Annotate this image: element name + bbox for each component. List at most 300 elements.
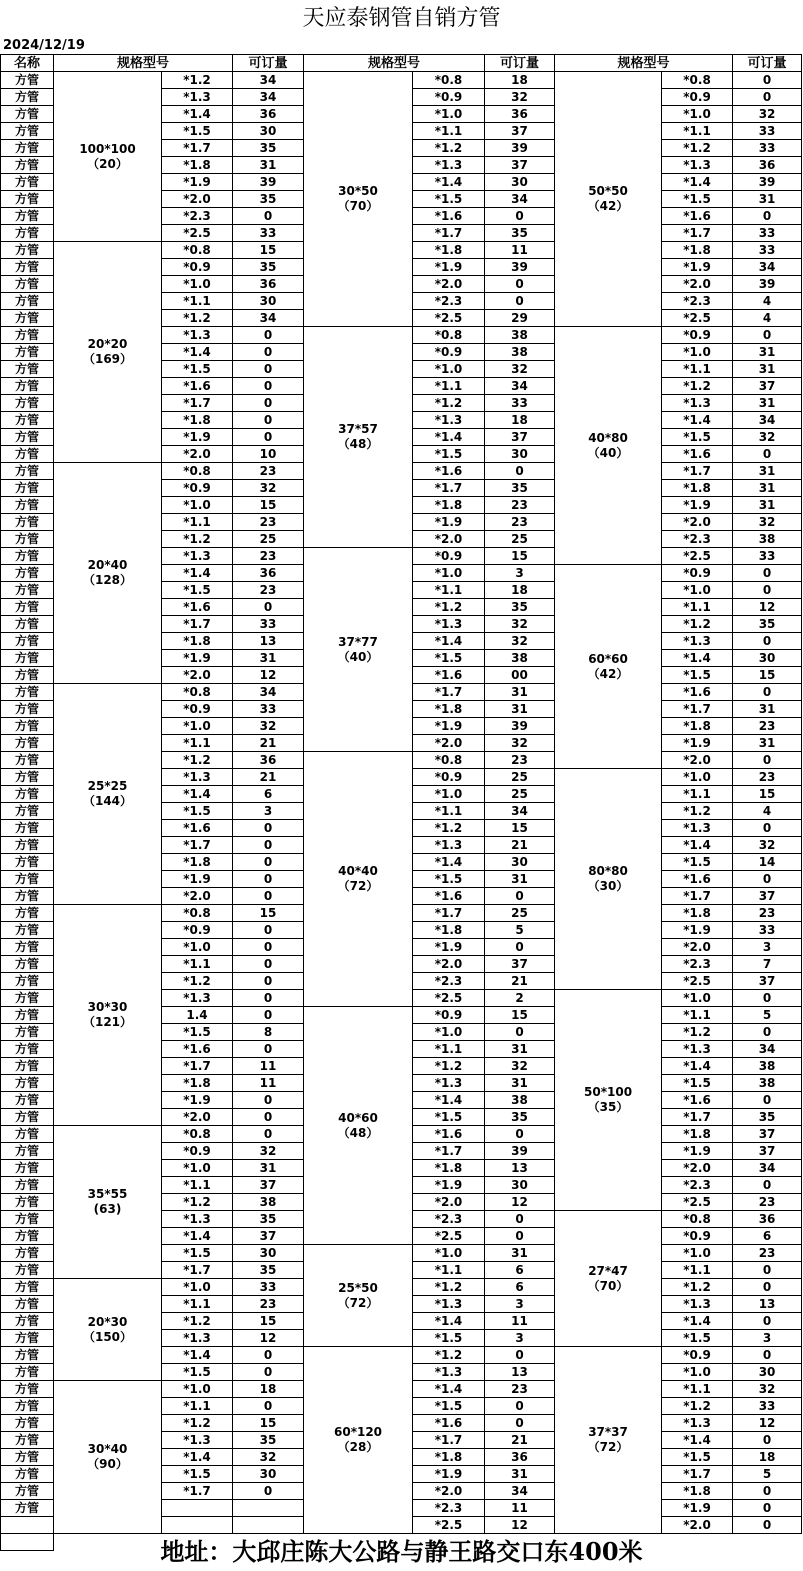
- row-name: 方管: [1, 259, 54, 276]
- thickness-cell: *1.8: [162, 854, 233, 871]
- spec-size-cell: [54, 1126, 162, 1279]
- row-name: 方管: [1, 327, 54, 344]
- thickness-cell: *1.4: [162, 786, 233, 803]
- quantity-cell: 38: [733, 531, 802, 548]
- quantity-cell: 38: [485, 650, 555, 667]
- row-name: 方管: [1, 1041, 54, 1058]
- quantity-cell: 31: [233, 650, 304, 667]
- thickness-cell: *1.3: [162, 548, 233, 565]
- quantity-cell: 8: [233, 1024, 304, 1041]
- thickness-cell: *2.0: [662, 939, 733, 956]
- spec-size-cell: [555, 327, 662, 565]
- quantity-cell: 6: [233, 786, 304, 803]
- spec-size-cell: [304, 548, 413, 752]
- quantity-cell: 35: [233, 1432, 304, 1449]
- thickness-cell: *1.7: [413, 225, 485, 242]
- quantity-cell: 0: [233, 854, 304, 871]
- quantity-cell: 31: [733, 480, 802, 497]
- quantity-cell: 3: [233, 803, 304, 820]
- quantity-cell: 13: [485, 1364, 555, 1381]
- quantity-cell: 6: [485, 1262, 555, 1279]
- thickness-cell: *1.7: [662, 888, 733, 905]
- spec-total: （90）: [87, 1457, 128, 1471]
- address-footer: 地址：大邱庄陈大公路与静王路交口东400米: [160, 1537, 643, 1566]
- quantity-cell: 12: [733, 599, 802, 616]
- row-name: 方管: [1, 565, 54, 582]
- spec-size-cell: [304, 752, 413, 1007]
- quantity-cell: 23: [233, 582, 304, 599]
- header-row: [1, 55, 802, 72]
- quantity-cell: 4: [733, 293, 802, 310]
- quantity-cell: [233, 1500, 304, 1517]
- quantity-cell: 0: [233, 1126, 304, 1143]
- quantity-cell: 33: [733, 123, 802, 140]
- row-name: 方管: [1, 1449, 54, 1466]
- quantity-cell: 35: [733, 616, 802, 633]
- thickness-cell: *1.6: [413, 1415, 485, 1432]
- quantity-cell: 2: [485, 990, 555, 1007]
- row-name: 方管: [1, 667, 54, 684]
- thickness-cell: *1.0: [413, 361, 485, 378]
- quantity-cell: 0: [233, 973, 304, 990]
- quantity-cell: 31: [233, 157, 304, 174]
- row-name: 方管: [1, 497, 54, 514]
- quantity-cell: 0: [233, 922, 304, 939]
- row-name: 方管: [1, 1381, 54, 1398]
- quantity-cell: [233, 1517, 304, 1534]
- thickness-cell: *1.2: [662, 803, 733, 820]
- thickness-cell: *1.4: [413, 174, 485, 191]
- spec-size: 50*100: [584, 1085, 633, 1099]
- thickness-cell: *1.1: [162, 293, 233, 310]
- thickness-cell: *1.5: [662, 191, 733, 208]
- quantity-cell: 37: [733, 888, 802, 905]
- quantity-cell: 0: [233, 837, 304, 854]
- thickness-cell: *1.3: [413, 412, 485, 429]
- quantity-cell: 33: [233, 616, 304, 633]
- thickness-cell: *1.3: [662, 633, 733, 650]
- quantity-cell: 0: [233, 361, 304, 378]
- quantity-cell: 32: [733, 514, 802, 531]
- page-title: 天应泰钢管自销方管: [302, 6, 501, 31]
- thickness-cell: *1.1: [413, 378, 485, 395]
- row-name: 方管: [1, 1143, 54, 1160]
- header-spec: 规格型号: [304, 55, 485, 72]
- thickness-cell: *1.5: [162, 361, 233, 378]
- quantity-cell: 32: [485, 616, 555, 633]
- quantity-cell: 0: [733, 446, 802, 463]
- thickness-cell: *0.9: [413, 769, 485, 786]
- thickness-cell: *1.7: [413, 480, 485, 497]
- header-name: 名称: [1, 55, 54, 72]
- thickness-cell: *1.3: [662, 820, 733, 837]
- quantity-cell: 38: [733, 1058, 802, 1075]
- quantity-cell: 0: [233, 871, 304, 888]
- thickness-cell: *1.4: [413, 633, 485, 650]
- quantity-cell: 30: [233, 293, 304, 310]
- spec-size-cell: [54, 1279, 162, 1381]
- quantity-cell: 38: [485, 1092, 555, 1109]
- quantity-cell: 23: [733, 718, 802, 735]
- thickness-cell: *1.1: [162, 514, 233, 531]
- row-name: 方管: [1, 1432, 54, 1449]
- spec-total: （48）: [337, 437, 379, 451]
- quantity-cell: 38: [485, 344, 555, 361]
- thickness-cell: *1.7: [162, 1262, 233, 1279]
- thickness-cell: *1.4: [162, 1228, 233, 1245]
- thickness-cell: *1.6: [662, 871, 733, 888]
- quantity-cell: 5: [733, 1007, 802, 1024]
- quantity-cell: 34: [733, 259, 802, 276]
- quantity-cell: 31: [733, 735, 802, 752]
- quantity-cell: 0: [733, 871, 802, 888]
- quantity-cell: 0: [733, 1500, 802, 1517]
- row-name: 方管: [1, 1177, 54, 1194]
- row-name: 方管: [1, 463, 54, 480]
- thickness-cell: *1.3: [662, 395, 733, 412]
- quantity-cell: 35: [233, 140, 304, 157]
- thickness-cell: 1.4: [162, 1007, 233, 1024]
- thickness-cell: *1.6: [413, 888, 485, 905]
- thickness-cell: *1.9: [413, 1177, 485, 1194]
- quantity-cell: 0: [733, 1177, 802, 1194]
- thickness-cell: *1.8: [662, 1126, 733, 1143]
- quantity-cell: 32: [233, 480, 304, 497]
- spec-total: （40）: [587, 445, 629, 460]
- thickness-cell: *1.2: [162, 72, 233, 89]
- quantity-cell: 0: [733, 1483, 802, 1500]
- spec-size: 40*80: [588, 430, 628, 445]
- thickness-cell: *1.8: [413, 701, 485, 718]
- thickness-cell: *2.5: [413, 990, 485, 1007]
- thickness-cell: *1.0: [162, 1160, 233, 1177]
- quantity-cell: 12: [733, 1415, 802, 1432]
- quantity-cell: 0: [733, 1432, 802, 1449]
- quantity-cell: 15: [233, 497, 304, 514]
- spec-size: 60*120: [334, 1425, 383, 1439]
- thickness-cell: *1.0: [162, 276, 233, 293]
- thickness-cell: *2.0: [413, 531, 485, 548]
- row-name: 方管: [1, 531, 54, 548]
- thickness-cell: *1.7: [162, 616, 233, 633]
- quantity-cell: 11: [233, 1075, 304, 1092]
- thickness-cell: *1.6: [162, 599, 233, 616]
- thickness-cell: *1.2: [662, 378, 733, 395]
- quantity-cell: 31: [733, 463, 802, 480]
- thickness-cell: *1.8: [413, 497, 485, 514]
- thickness-cell: *1.7: [413, 684, 485, 701]
- quantity-cell: 31: [485, 684, 555, 701]
- quantity-cell: 0: [233, 1007, 304, 1024]
- quantity-cell: 15: [233, 1415, 304, 1432]
- quantity-cell: 23: [733, 1245, 802, 1262]
- thickness-cell: *0.9: [413, 1007, 485, 1024]
- row-name: 方管: [1, 1058, 54, 1075]
- quantity-cell: 0: [233, 327, 304, 344]
- row-name: 方管: [1, 1483, 54, 1500]
- thickness-cell: *1.3: [162, 327, 233, 344]
- row-name: 方管: [1, 650, 54, 667]
- thickness-cell: *2.0: [662, 1160, 733, 1177]
- quantity-cell: 3: [485, 1296, 555, 1313]
- thickness-cell: *0.9: [162, 259, 233, 276]
- quantity-cell: 35: [485, 599, 555, 616]
- thickness-cell: *1.3: [413, 616, 485, 633]
- thickness-cell: *1.5: [413, 1109, 485, 1126]
- quantity-cell: 34: [733, 412, 802, 429]
- quantity-cell: 0: [733, 72, 802, 89]
- quantity-cell: 35: [233, 259, 304, 276]
- thickness-cell: *1.4: [162, 1449, 233, 1466]
- spec-total: （121）: [82, 1015, 133, 1029]
- thickness-cell: *1.0: [413, 1024, 485, 1041]
- thickness-cell: *2.0: [162, 191, 233, 208]
- quantity-cell: 0: [733, 1092, 802, 1109]
- spec-size: 37*37: [588, 1425, 628, 1439]
- quantity-cell: 31: [733, 361, 802, 378]
- thickness-cell: *1.2: [162, 310, 233, 327]
- thickness-cell: *1.9: [413, 1466, 485, 1483]
- row-name: 方管: [1, 208, 54, 225]
- thickness-cell: *0.9: [413, 548, 485, 565]
- thickness-cell: *1.8: [662, 480, 733, 497]
- spec-size: 60*60: [588, 651, 628, 666]
- thickness-cell: *0.9: [413, 89, 485, 106]
- quantity-cell: 0: [485, 1398, 555, 1415]
- thickness-cell: *2.5: [662, 310, 733, 327]
- thickness-cell: *1.9: [413, 259, 485, 276]
- quantity-cell: 33: [733, 140, 802, 157]
- thickness-cell: *0.9: [413, 344, 485, 361]
- row-name: 方管: [1, 276, 54, 293]
- spec-size: 27*47: [588, 1263, 628, 1278]
- quantity-cell: 13: [233, 633, 304, 650]
- thickness-cell: *1.0: [662, 990, 733, 1007]
- quantity-cell: 39: [485, 140, 555, 157]
- quantity-cell: 34: [233, 89, 304, 106]
- thickness-cell: *1.6: [413, 1126, 485, 1143]
- quantity-cell: 35: [233, 1262, 304, 1279]
- quantity-cell: 35: [485, 225, 555, 242]
- quantity-cell: 23: [485, 1381, 555, 1398]
- quantity-cell: 0: [485, 208, 555, 225]
- thickness-cell: *1.4: [413, 1313, 485, 1330]
- quantity-cell: 29: [485, 310, 555, 327]
- spec-size: 20*40: [87, 558, 128, 572]
- row-name: 方管: [1, 1245, 54, 1262]
- quantity-cell: 33: [733, 225, 802, 242]
- quantity-cell: 33: [733, 242, 802, 259]
- thickness-cell: *0.9: [662, 1228, 733, 1245]
- thickness-cell: *0.8: [162, 463, 233, 480]
- spec-total: （72）: [587, 1440, 629, 1454]
- row-name: 方管: [1, 990, 54, 1007]
- row-name: 方管: [1, 480, 54, 497]
- quantity-cell: 34: [733, 1041, 802, 1058]
- quantity-cell: 37: [485, 157, 555, 174]
- row-name: 方管: [1, 412, 54, 429]
- quantity-cell: 12: [233, 667, 304, 684]
- thickness-cell: *1.0: [162, 718, 233, 735]
- thickness-cell: *1.9: [662, 497, 733, 514]
- thickness-cell: *2.0: [162, 446, 233, 463]
- thickness-cell: *1.3: [162, 89, 233, 106]
- quantity-cell: 32: [233, 1449, 304, 1466]
- quantity-cell: 7: [733, 956, 802, 973]
- thickness-cell: *1.3: [413, 837, 485, 854]
- quantity-cell: 23: [733, 769, 802, 786]
- thickness-cell: *1.2: [413, 599, 485, 616]
- row-name: 方管: [1, 395, 54, 412]
- quantity-cell: 33: [485, 395, 555, 412]
- quantity-cell: 0: [233, 1483, 304, 1500]
- quantity-cell: 31: [485, 1041, 555, 1058]
- spec-total: （20）: [87, 156, 128, 171]
- quantity-cell: 21: [485, 837, 555, 854]
- thickness-cell: *1.4: [162, 565, 233, 582]
- quantity-cell: 34: [485, 1483, 555, 1500]
- quantity-cell: 13: [733, 1296, 802, 1313]
- row-name: 方管: [1, 1398, 54, 1415]
- thickness-cell: *1.7: [162, 1483, 233, 1500]
- thickness-cell: [162, 1500, 233, 1517]
- thickness-cell: *1.5: [662, 1330, 733, 1347]
- quantity-cell: 18: [233, 1381, 304, 1398]
- quantity-cell: 30: [485, 1177, 555, 1194]
- thickness-cell: *1.8: [413, 1449, 485, 1466]
- spec-size: 40*40: [338, 864, 378, 878]
- quantity-cell: 32: [485, 1058, 555, 1075]
- row-name: 方管: [1, 106, 54, 123]
- quantity-cell: 36: [733, 157, 802, 174]
- quantity-cell: 6: [485, 1279, 555, 1296]
- quantity-cell: 0: [733, 684, 802, 701]
- quantity-cell: 32: [233, 718, 304, 735]
- quantity-cell: 34: [233, 72, 304, 89]
- spec-total: （28）: [337, 1440, 379, 1454]
- thickness-cell: *1.5: [162, 1024, 233, 1041]
- quantity-cell: 34: [233, 310, 304, 327]
- spec-size: 37*57: [338, 422, 378, 436]
- quantity-cell: 25: [233, 531, 304, 548]
- row-name: 方管: [1, 1415, 54, 1432]
- thickness-cell: *1.1: [662, 1007, 733, 1024]
- quantity-cell: 31: [733, 191, 802, 208]
- thickness-cell: *2.0: [662, 752, 733, 769]
- quantity-cell: 0: [233, 888, 304, 905]
- row-name: 方管: [1, 871, 54, 888]
- spec-size-cell: [54, 1381, 162, 1534]
- quantity-cell: 13: [485, 1160, 555, 1177]
- quantity-cell: 0: [485, 1024, 555, 1041]
- thickness-cell: *1.7: [162, 395, 233, 412]
- thickness-cell: *1.2: [662, 140, 733, 157]
- quantity-cell: 37: [485, 123, 555, 140]
- quantity-cell: 23: [233, 1296, 304, 1313]
- thickness-cell: *2.0: [662, 1517, 733, 1534]
- spec-total: （70）: [587, 1278, 629, 1293]
- thickness-cell: *1.6: [162, 820, 233, 837]
- row-name: 方管: [1, 973, 54, 990]
- thickness-cell: *1.3: [162, 1211, 233, 1228]
- thickness-cell: *1.7: [413, 1432, 485, 1449]
- thickness-cell: *1.1: [662, 786, 733, 803]
- quantity-cell: 23: [733, 1194, 802, 1211]
- row-name: 方管: [1, 1228, 54, 1245]
- quantity-cell: 0: [485, 888, 555, 905]
- quantity-cell: 14: [733, 854, 802, 871]
- quantity-cell: 31: [485, 1245, 555, 1262]
- quantity-cell: 30: [733, 1364, 802, 1381]
- thickness-cell: *1.7: [162, 837, 233, 854]
- quantity-cell: 39: [733, 276, 802, 293]
- quantity-cell: 0: [233, 1364, 304, 1381]
- quantity-cell: 37: [733, 973, 802, 990]
- header-qty: 可订量: [233, 55, 304, 72]
- thickness-cell: *1.5: [413, 650, 485, 667]
- row-name: 方管: [1, 701, 54, 718]
- quantity-cell: 33: [233, 701, 304, 718]
- thickness-cell: *1.5: [413, 1330, 485, 1347]
- spec-total: （30）: [587, 879, 629, 893]
- spec-size: 30*50: [338, 184, 378, 198]
- spec-size-cell: [304, 327, 413, 548]
- thickness-cell: *1.9: [413, 939, 485, 956]
- header-qty: 可订量: [485, 55, 555, 72]
- row-name: 方管: [1, 1194, 54, 1211]
- thickness-cell: *1.7: [662, 225, 733, 242]
- thickness-cell: *1.4: [413, 854, 485, 871]
- thickness-cell: *2.5: [413, 310, 485, 327]
- quantity-cell: 34: [733, 1160, 802, 1177]
- thickness-cell: *2.0: [413, 735, 485, 752]
- thickness-cell: *1.4: [162, 1347, 233, 1364]
- spec-size: 37*77: [338, 634, 378, 649]
- thickness-cell: *1.9: [162, 174, 233, 191]
- quantity-cell: 25: [485, 786, 555, 803]
- row-name: 方管: [1, 786, 54, 803]
- quantity-cell: 6: [733, 1228, 802, 1245]
- quantity-cell: 15: [733, 786, 802, 803]
- spec-size-cell: [304, 1347, 413, 1534]
- thickness-cell: *2.3: [413, 973, 485, 990]
- thickness-cell: *2.0: [662, 514, 733, 531]
- thickness-cell: *1.2: [413, 140, 485, 157]
- thickness-cell: *1.4: [662, 1313, 733, 1330]
- thickness-cell: *1.3: [413, 1075, 485, 1092]
- thickness-cell: *1.4: [662, 837, 733, 854]
- quantity-cell: 18: [485, 412, 555, 429]
- thickness-cell: *1.1: [413, 803, 485, 820]
- thickness-cell: *2.3: [662, 531, 733, 548]
- thickness-cell: *2.5: [662, 973, 733, 990]
- thickness-cell: *1.6: [662, 208, 733, 225]
- thickness-cell: *1.9: [162, 650, 233, 667]
- thickness-cell: *1.5: [413, 446, 485, 463]
- quantity-cell: 0: [233, 1398, 304, 1415]
- thickness-cell: *1.5: [413, 1398, 485, 1415]
- thickness-cell: *1.0: [162, 939, 233, 956]
- row-name: 方管: [1, 293, 54, 310]
- quantity-cell: 33: [233, 1279, 304, 1296]
- thickness-cell: *1.4: [662, 174, 733, 191]
- thickness-cell: *2.5: [413, 1517, 485, 1534]
- spec-size: 30*30: [87, 1000, 128, 1014]
- thickness-cell: *2.0: [162, 888, 233, 905]
- thickness-cell: *1.2: [413, 1347, 485, 1364]
- thickness-cell: *1.4: [662, 1432, 733, 1449]
- thickness-cell: *1.0: [662, 344, 733, 361]
